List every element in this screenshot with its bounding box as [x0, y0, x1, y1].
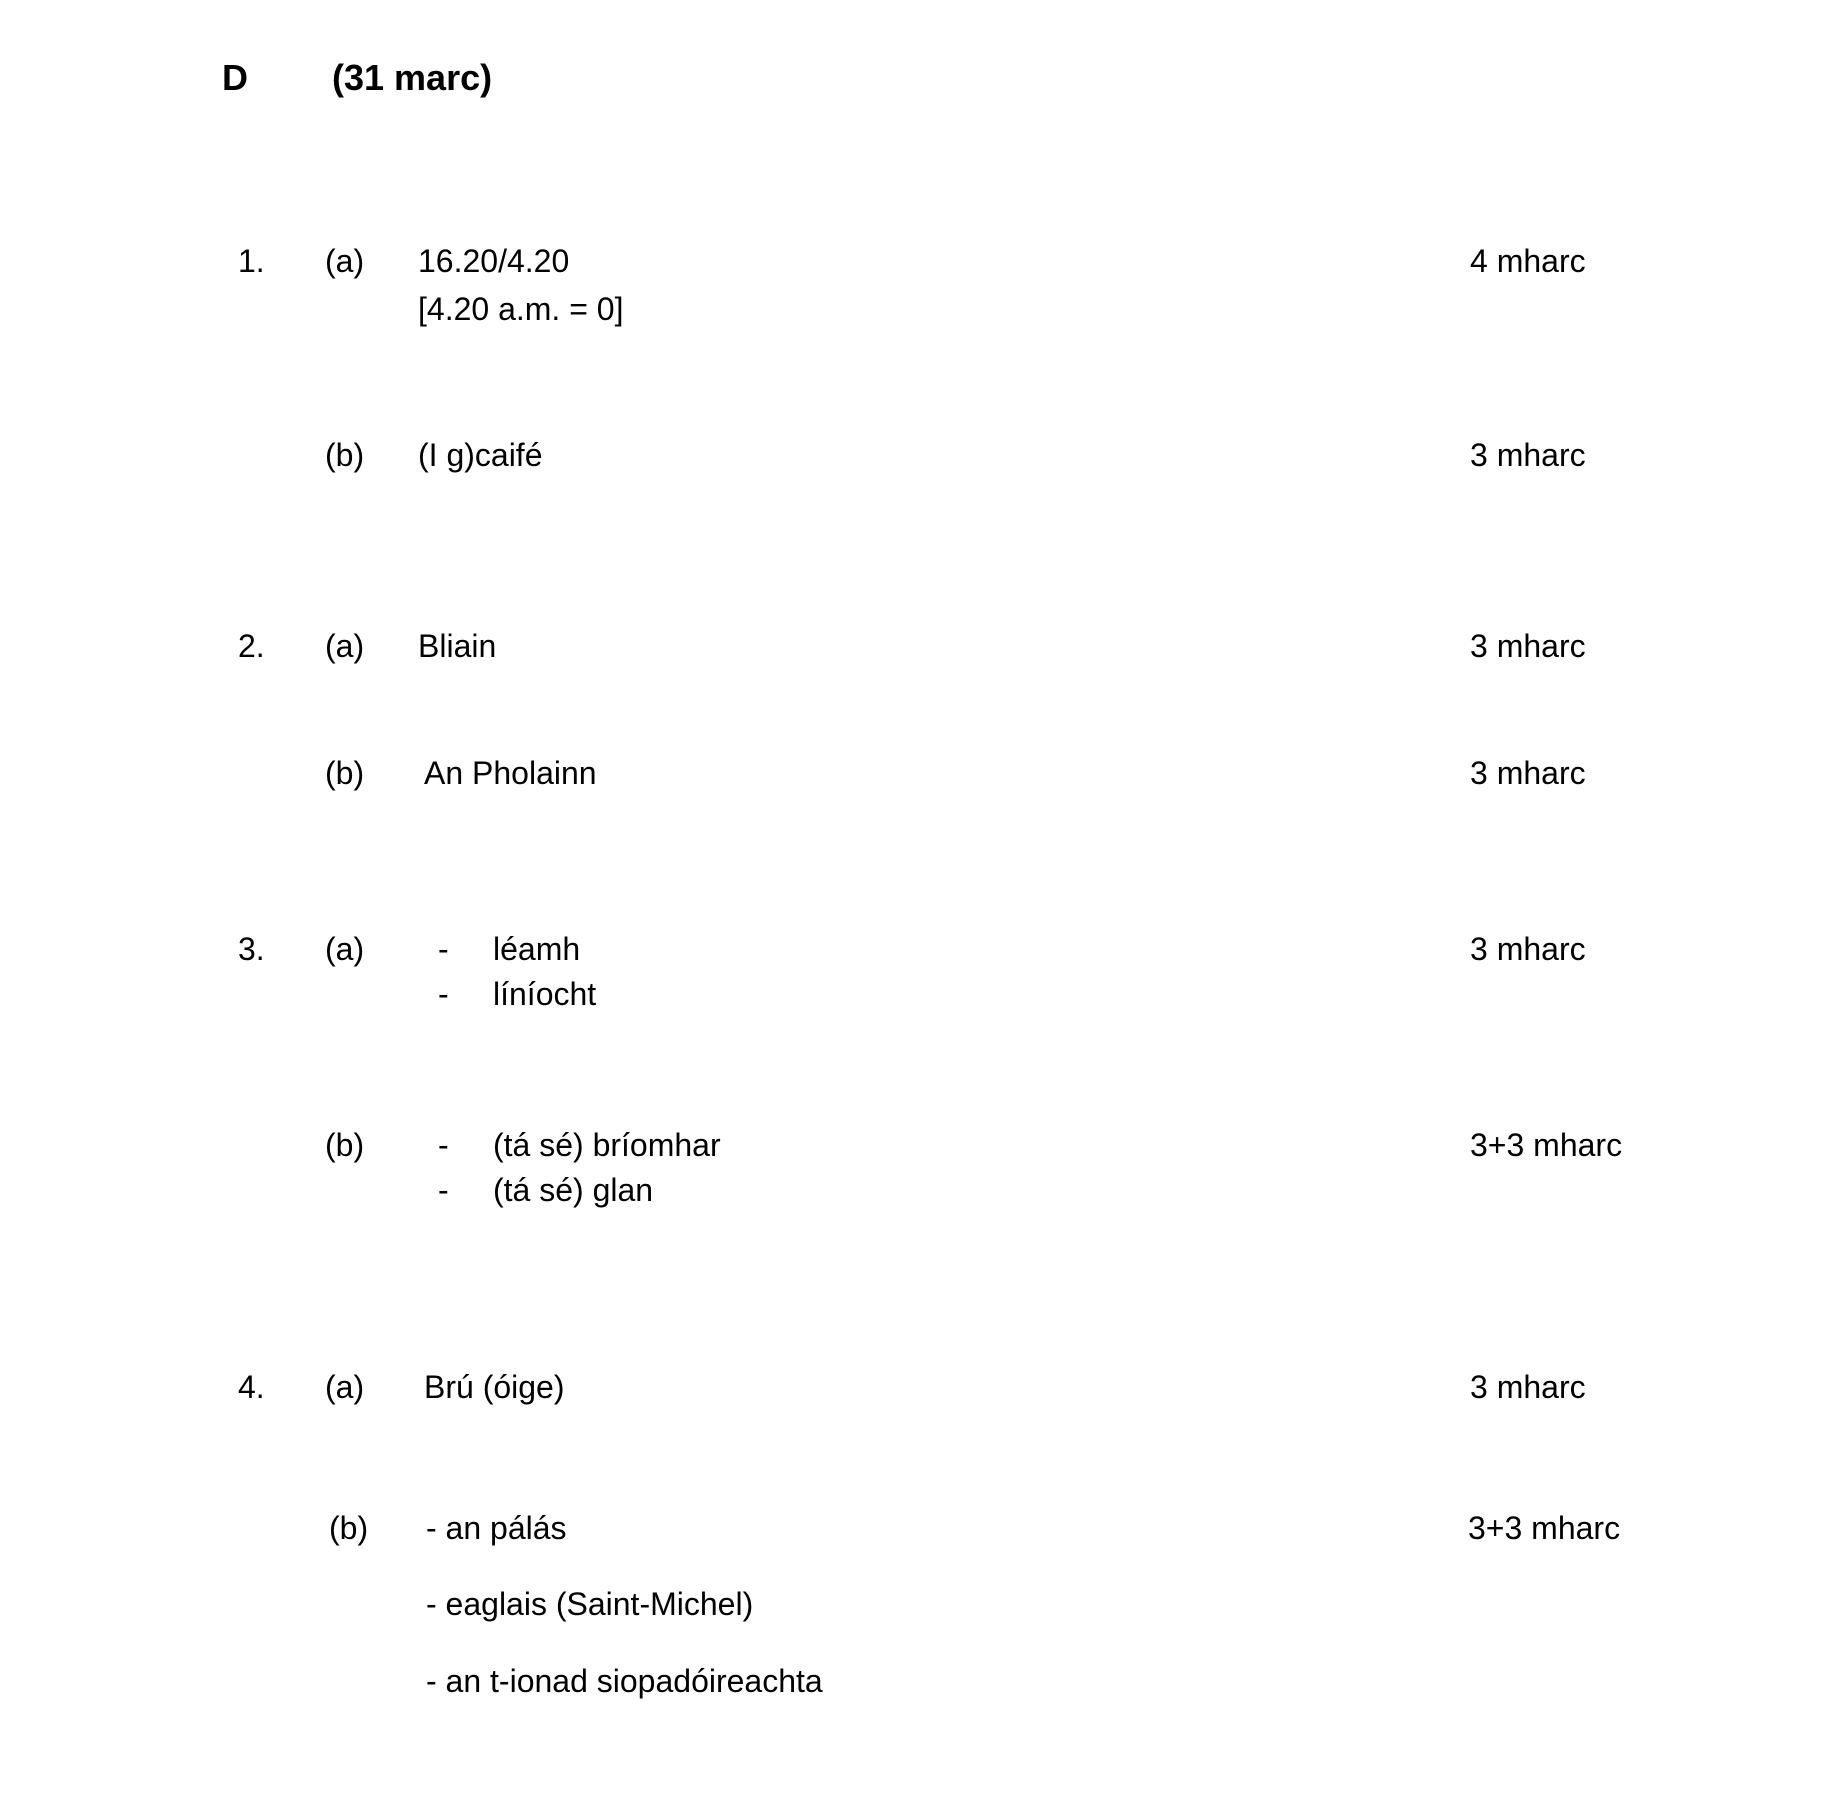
bullet-dash: - [438, 931, 449, 967]
section-total-marks: (31 marc) [332, 57, 493, 98]
answer-text: 16.20/4.20 [418, 243, 570, 279]
part-label: (a) [325, 243, 365, 279]
bullet-dash: - [438, 1172, 449, 1208]
bullet-dash: - [438, 1127, 449, 1163]
question-number: 4. [238, 1369, 265, 1405]
answer-text: An Pholainn [424, 755, 597, 791]
marks-text: 3 mharc [1470, 931, 1586, 967]
part-label: (a) [325, 1369, 365, 1405]
part-label: (b) [329, 1510, 369, 1546]
part-label: (a) [325, 628, 365, 664]
marks-text: 3 mharc [1470, 628, 1586, 664]
answer-text: [4.20 a.m. = 0] [418, 291, 624, 327]
marks-text: 3 mharc [1470, 1369, 1586, 1405]
marks-text: 4 mharc [1470, 243, 1586, 279]
answer-text: - an t-ionad siopadóireachta [426, 1663, 823, 1699]
part-label: (b) [325, 1127, 365, 1163]
part-label: (a) [325, 931, 365, 967]
answer-text: (tá sé) bríomhar [493, 1127, 721, 1163]
part-label: (b) [325, 437, 365, 473]
marks-text: 3+3 mharc [1468, 1510, 1621, 1546]
answer-text: Brú (óige) [424, 1369, 565, 1405]
question-number: 3. [238, 931, 265, 967]
answer-text: - eaglais (Saint-Michel) [426, 1586, 754, 1622]
question-number: 2. [238, 628, 265, 664]
marks-text: 3 mharc [1470, 437, 1586, 473]
section-letter: D [222, 57, 248, 98]
answer-text: léamh [493, 931, 581, 967]
part-label: (b) [325, 755, 365, 791]
answer-text: (I g)caifé [418, 437, 543, 473]
question-number: 1. [238, 243, 265, 279]
answer-text: (tá sé) glan [493, 1172, 654, 1208]
answer-text: - an pálás [426, 1510, 567, 1546]
answer-text: líníocht [493, 976, 597, 1012]
bullet-dash: - [438, 976, 449, 1012]
answer-text: Bliain [418, 628, 497, 664]
marks-text: 3+3 mharc [1470, 1127, 1623, 1163]
marks-text: 3 mharc [1470, 755, 1586, 791]
